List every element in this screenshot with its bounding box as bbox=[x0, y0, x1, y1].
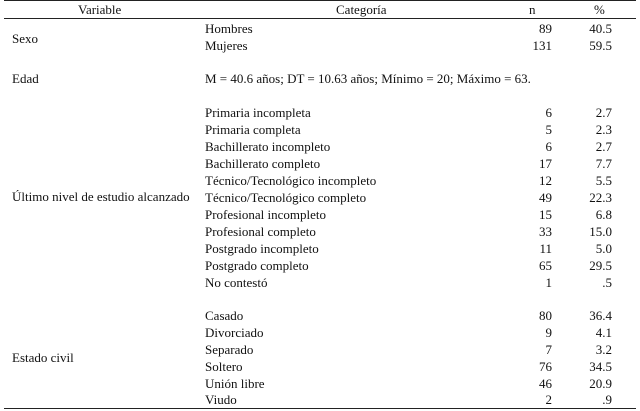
category-label: Técnico/Tecnológico completo bbox=[205, 190, 367, 205]
percent-value: 5.0 bbox=[595, 241, 612, 256]
percent-value: 5.5 bbox=[595, 173, 612, 188]
variable-nivel-estudio: Último nivel de estudio alcanzado bbox=[12, 189, 190, 204]
percent-value: 2.7 bbox=[595, 105, 612, 120]
percent-value: 40.5 bbox=[589, 21, 612, 36]
n-value: 49 bbox=[539, 190, 552, 205]
n-value: 5 bbox=[545, 122, 552, 137]
header-n: n bbox=[529, 2, 536, 17]
n-value: 76 bbox=[539, 359, 552, 374]
percent-value: 22.3 bbox=[589, 190, 612, 205]
n-value: 9 bbox=[545, 325, 552, 340]
percent-value: 7.7 bbox=[595, 156, 612, 171]
percent-value: 29.5 bbox=[589, 258, 612, 273]
category-label: Técnico/Tecnológico incompleto bbox=[205, 173, 377, 188]
percent-value: .5 bbox=[602, 275, 612, 290]
table-top-rule bbox=[4, 0, 636, 1]
category-label: Profesional incompleto bbox=[205, 207, 326, 222]
percent-value: 36.4 bbox=[589, 308, 612, 323]
percent-value: 15.0 bbox=[589, 224, 612, 239]
category-label: Bachillerato completo bbox=[205, 156, 321, 171]
n-value: 89 bbox=[539, 21, 552, 36]
variable-estado-civil: Estado civil bbox=[12, 350, 74, 365]
n-value: 1 bbox=[545, 275, 552, 290]
category-label: Divorciado bbox=[205, 325, 264, 340]
category-label: Soltero bbox=[205, 359, 243, 374]
percent-value: 4.1 bbox=[595, 325, 612, 340]
n-value: 46 bbox=[539, 376, 552, 391]
category-label: Mujeres bbox=[205, 38, 248, 53]
n-value: 15 bbox=[539, 207, 552, 222]
n-value: 33 bbox=[539, 224, 552, 239]
edad-summary: M = 40.6 años; DT = 10.63 años; Mínimo = 20; Máximo = 63. bbox=[205, 71, 531, 86]
n-value: 6 bbox=[545, 139, 552, 154]
category-label: Postgrado incompleto bbox=[205, 241, 319, 256]
category-label: Hombres bbox=[205, 21, 253, 36]
percent-value: 59.5 bbox=[589, 38, 612, 53]
category-label: Separado bbox=[205, 342, 254, 357]
n-value: 131 bbox=[532, 38, 552, 53]
percent-value: 20.9 bbox=[589, 376, 612, 391]
n-value: 11 bbox=[539, 241, 552, 256]
n-value: 65 bbox=[539, 258, 552, 273]
n-value: 7 bbox=[545, 342, 552, 357]
category-label: Unión libre bbox=[205, 376, 265, 391]
category-label: Casado bbox=[205, 308, 244, 323]
n-value: 6 bbox=[545, 105, 552, 120]
category-label: Primaria completa bbox=[205, 122, 301, 137]
percent-value: 34.5 bbox=[589, 359, 612, 374]
n-value: 17 bbox=[539, 156, 552, 171]
header-categoria: Categoría bbox=[336, 2, 387, 17]
n-value: 12 bbox=[539, 173, 552, 188]
category-label: Viudo bbox=[205, 392, 237, 407]
table-bottom-rule bbox=[4, 408, 636, 409]
percent-value: .9 bbox=[602, 392, 612, 407]
percent-value: 2.3 bbox=[595, 122, 612, 137]
category-label: Primaria incompleta bbox=[205, 105, 311, 120]
category-label: Postgrado completo bbox=[205, 258, 309, 273]
percent-value: 3.2 bbox=[595, 342, 612, 357]
header-rule bbox=[4, 18, 636, 19]
variable-sexo: Sexo bbox=[12, 31, 38, 46]
category-label: No contestó bbox=[205, 275, 268, 290]
percent-value: 6.8 bbox=[595, 207, 612, 222]
n-value: 2 bbox=[545, 392, 552, 407]
category-label: Bachillerato incompleto bbox=[205, 139, 331, 154]
percent-value: 2.7 bbox=[595, 139, 612, 154]
variable-edad: Edad bbox=[12, 71, 39, 86]
header-variable: Variable bbox=[78, 2, 122, 17]
n-value: 80 bbox=[539, 308, 552, 323]
header-percent: % bbox=[594, 2, 605, 17]
category-label: Profesional completo bbox=[205, 224, 316, 239]
